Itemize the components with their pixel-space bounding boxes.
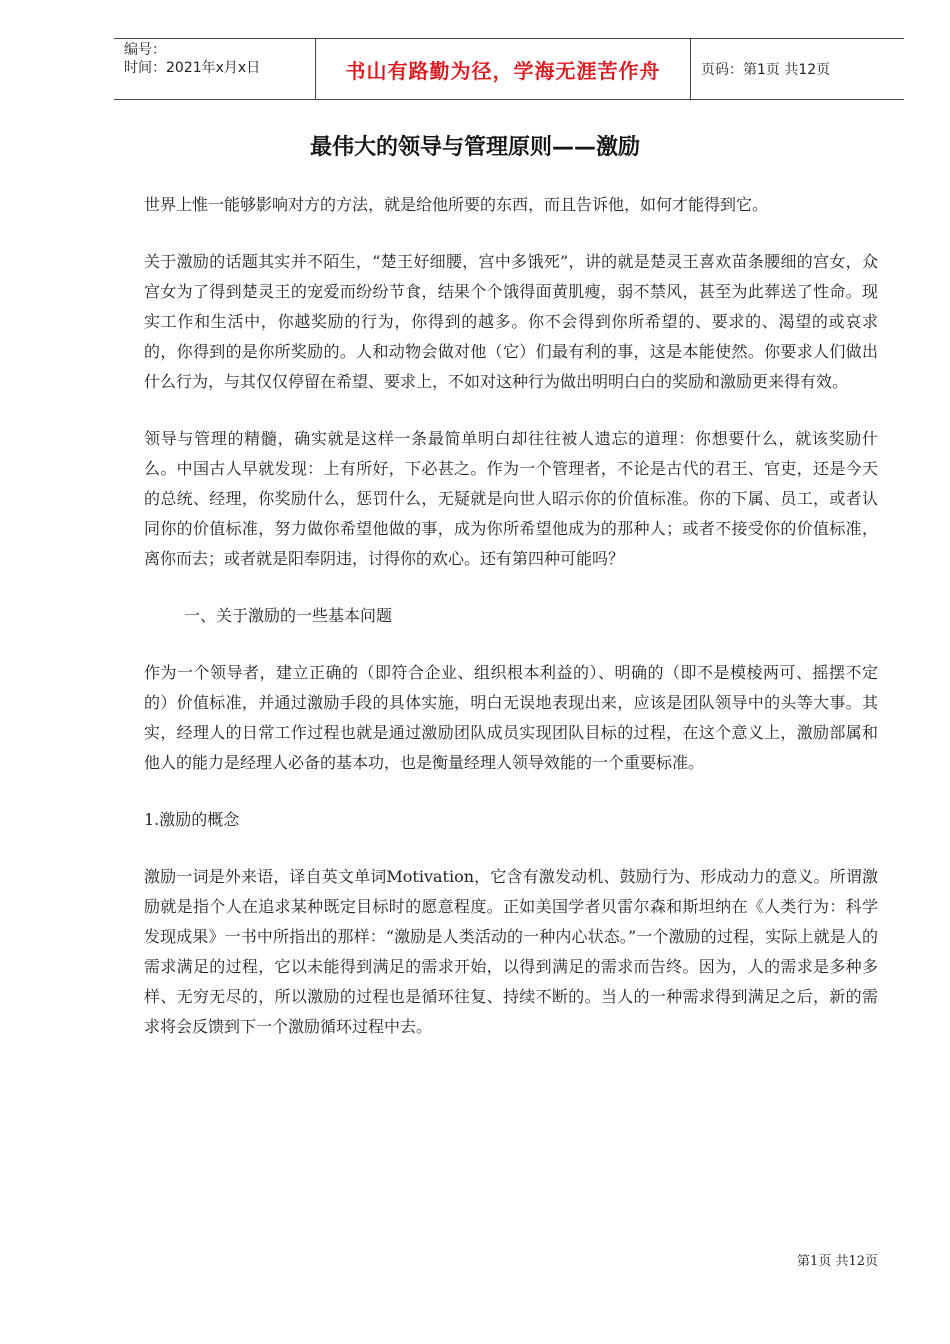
document-date: 时间：2021年x月x日 — [124, 60, 261, 76]
paragraph-intro: 世界上惟一能够影响对方的方法，就是给他所要的东西，而且告诉他，如何才能得到它。 — [144, 195, 769, 214]
paragraph-leader: 作为一个领导者，建立正确的（即符合企业、组织根本利益的）、明确的（即不是模棱两可、摇摆不定的）价值标准，并通过激励手段的具体实施，明白无误地表现出来，应该是团队领导中的头等大事。其实，经理人的日常工作过程也就是通过激励团队成员实现团队目标的过程，在这个意义上，激励部属和他人的能力是经理人必备的基本功，也是衡量经理人领导效能的一个重要标准。 — [144, 663, 878, 772]
subsection-heading: 1.激励的概念 — [144, 810, 240, 829]
page-header — [114, 38, 904, 100]
header-page-info: 页码：第1页 共12页 — [701, 62, 831, 78]
paragraph-essence: 领导与管理的精髓，确实就是这样一条最简单明白却往往被人遗忘的道理：你想要什么，就该奖励什么。中国古人早就发现：上有所好，下必甚之。作为一个管理者，不论是古代的君王、官吏，还是今天的总统、经理，你奖励什么，惩罚什么，无疑就是向世人昭示你的价值标准。你的下属、员工，或者认同你的价值标准，努力做你希望他做的事，成为你所希望他成为的那种人；或者不接受你的价值标准，离你而去；或者就是阳奉阴违，讨得你的欢心。还有第四种可能吗？ — [144, 429, 878, 568]
document-title: 最伟大的领导与管理原则——激励 — [309, 135, 640, 160]
paragraph-concept: 激励一词是外来语，译自英文单词Motivation，它含有激发动机、鼓励行为、形成动力的意义。所谓激励就是指个人在追求某种既定目标时的愿意程度。正如美国学者贝雷尔森和斯坦纳在《人类行为：科学发现成果》一书中所指出的那样：“激励是人类活动的一种内心状态。”一个激励的过程，实际上就是人的需求满足的过程，它以未能得到满足的需求开始，以得到满足的需求而告终。因为，人的需求是多种多样、无穷无尽的，所以激励的过程也是循环往复、持续不断的。当人的一种需求得到满足之后，新的需求将会反馈到下一个激励循环过程中去。 — [144, 867, 878, 1036]
document-number-label: 编号： — [124, 42, 166, 58]
page-footer: 第1页 共12页 — [797, 1254, 878, 1269]
paragraph-chu-king: 关于激励的话题其实并不陌生，“楚王好细腰，宫中多饿死”，讲的就是楚灵王喜欢苗条腰细的宫女，众宫女为了得到楚灵王的宠爱而纷纷节食，结果个个饿得面黄肌瘦，弱不禁风，甚至为此葬送了性命。现实工作和生活中，你越奖励的行为，你得到的越多。你不会得到你所希望的、要求的、渴望的或哀求的，你得到的是你所奖励的。人和动物会做对他（它）们最有利的事，这是本能使然。你要求人们做出什么行为，与其仅仅停留在希望、要求上，不如对这种行为做出明明白白的奖励和激励更来得有效。 — [144, 252, 878, 391]
header-motto: 书山有路勤为径，学海无涯苦作舟 — [316, 39, 691, 99]
section-heading: 一、关于激励的一些基本问题 — [184, 606, 393, 625]
header-meta — [114, 39, 316, 99]
document-body — [144, 190, 878, 1069]
